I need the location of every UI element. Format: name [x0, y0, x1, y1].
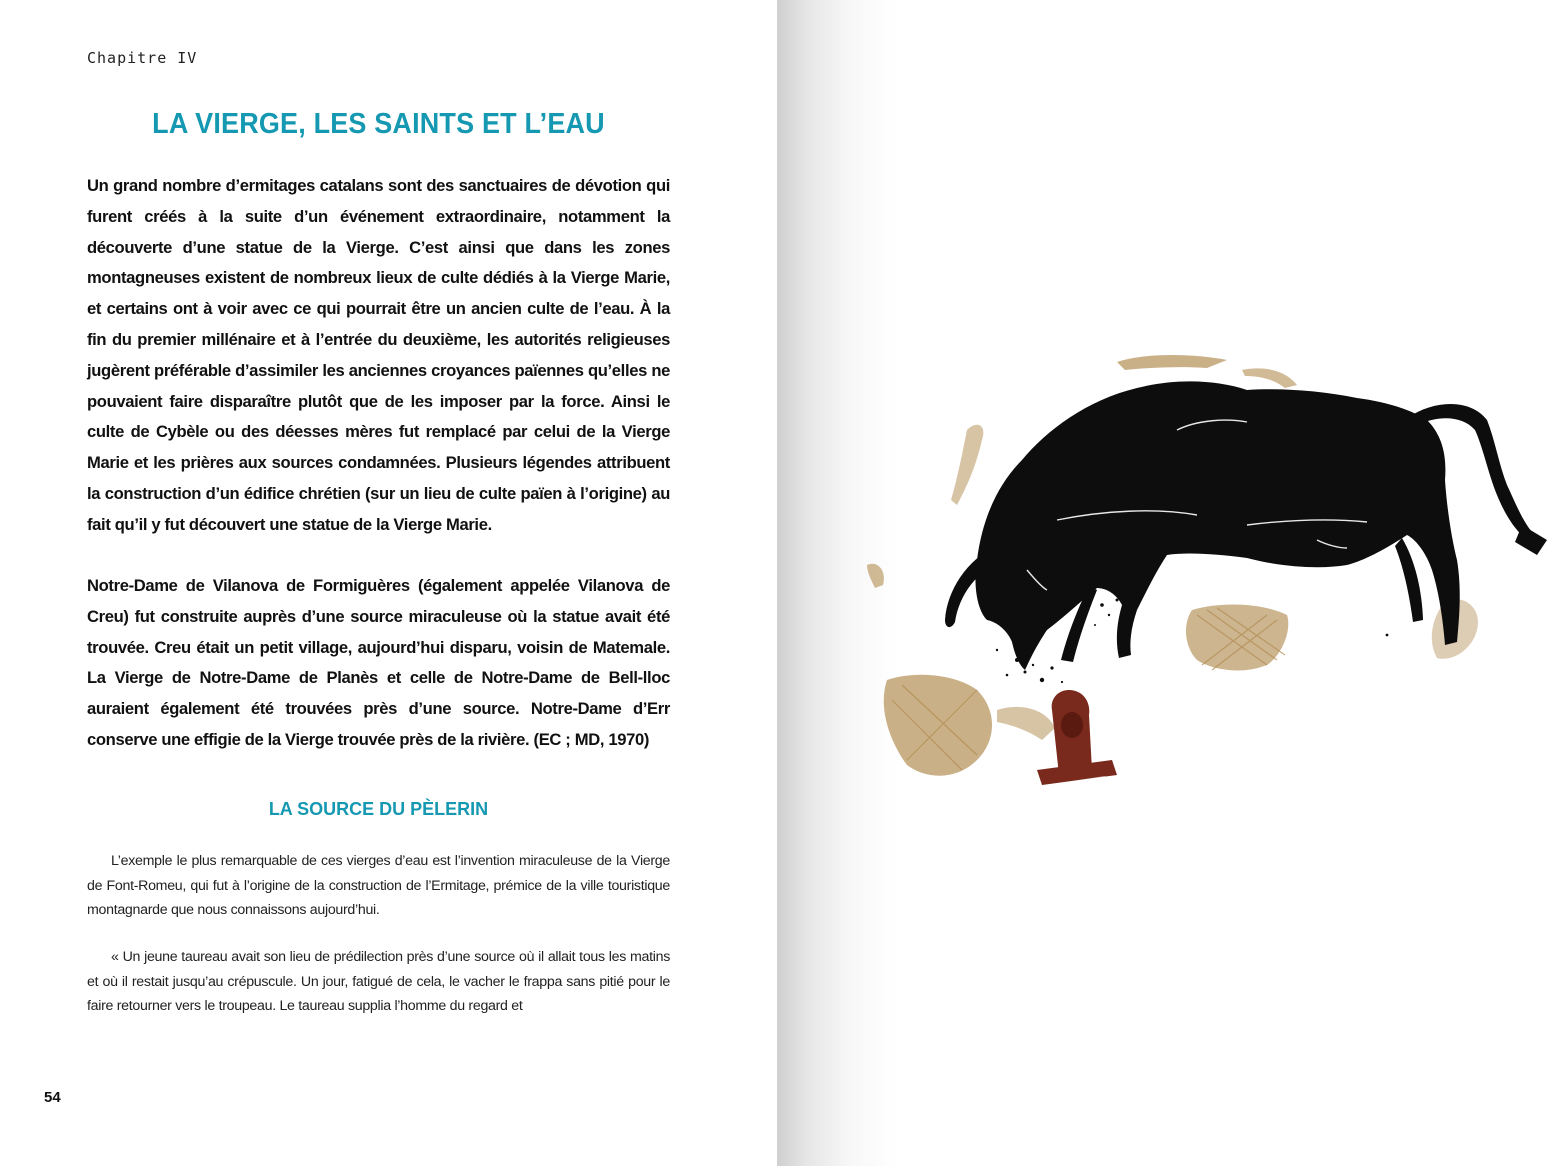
legend-paragraph: « Un jeune taureau avait son lieu de prédilection près d’une source où il allait tous les matins et où il restait jusqu’au crépuscule. Un jour, fatigué de cela, le vacher le frappa sans pitié pour le faire retourner vers le troupeau. Le taureau supplia l’homme du regard et [87, 949, 670, 1014]
chapter-label: Chapitre IV [87, 49, 198, 67]
vilanova-paragraph: Notre-Dame de Vilanova de Formiguères (également appelée Vilanova de Creu) fut construite auprès d’une source miraculeuse où la statue avait été trouvée. Creu était un petit village, aujourd’hui disparu, voisin de Matemale. La Vierge de Notre-Dame de Planès et celle de Notre-Dame de Bell-lloc auraient également été trouvées près d’une source. Notre-Dame d’Err conserve une effigie de la Vierge trouvée près de la rivière. (EC ; MD, 1970) [87, 576, 670, 749]
intro-paragraph: Un grand nombre d’ermitages catalans sont des sanctuaires de dévotion qui furent créés à la suite d’un événement extraordinaire, notamment la découverte d’une statue de la Vierge. C’est ainsi que dans les zones montagneuses existent de nombreux lieux de culte dédiés à la Vierge Marie, et certains ont à voir avec ce qui pourrait être un ancien culte de l’eau. À la fin du premier millénaire et à l’entrée du deuxième, les autorités religieuses jugèrent préférable d’assimiler les anciennes croyances païennes qu’elles ne pouvaient faire disparaître plutôt que de les imposer par la force. Ainsi le culte de Cybèle ou des déesses mères fut remplacé par celui de la Vierge Marie et les prières aux sources condamnées. Plusieurs légendes attribuent la construction d’un édifice chrétien (sur un lieu de culte païen à l’origine) au fait qu’il y fut découvert une statue de la Vierge Marie. [87, 176, 670, 534]
chapter-title: LA VIERGE, LES SAINTS ET L’EAU [152, 108, 605, 140]
right-page [777, 0, 1554, 1166]
section-subtitle: LA SOURCE DU PÈLERIN [268, 799, 489, 819]
font-romeu-paragraph: L’exemple le plus remarquable de ces vierges d’eau est l’invention miraculeuse de la Vierge de Font-Romeu, qui fut à l’origine de la construction de l’Ermitage, prémice de la ville touristique montagnarde que nous connaissons aujourd’hui. [87, 853, 670, 918]
virgin-statue [1037, 690, 1117, 792]
bull-illustration [847, 270, 1547, 850]
page-number: 54 [44, 1089, 61, 1106]
